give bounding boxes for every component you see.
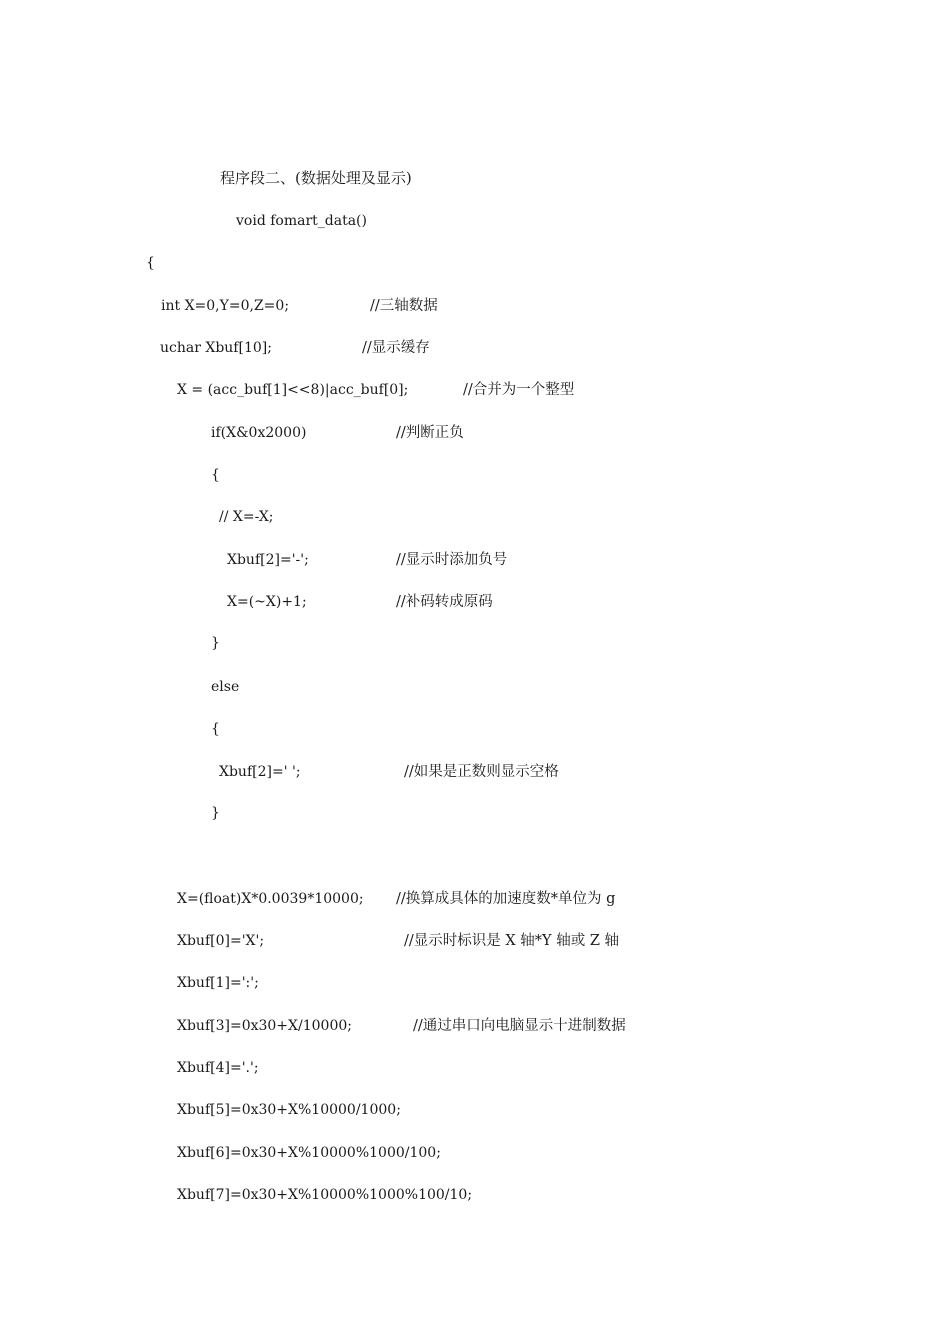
code-line-open-brace-if: { [211, 467, 220, 483]
code-comment-convert-g: //换算成具体的加速度数*单位为 g [396, 891, 616, 907]
code-comment-complement: //补码转成原码 [396, 594, 493, 610]
code-line-buf6: Xbuf[6]=0x30+X%10000%1000/100; [177, 1145, 441, 1161]
code-line-function-signature: void fomart_data() [236, 213, 367, 229]
code-line-declare-buffer: uchar Xbuf[10]; [160, 340, 272, 356]
code-line-buf1: Xbuf[1]=':'; [177, 975, 259, 991]
code-line-buf5: Xbuf[5]=0x30+X%10000/1000; [177, 1102, 401, 1118]
code-line-scale-value: X=(float)X*0.0039*10000; [177, 891, 364, 907]
section-heading: 程序段二、(数据处理及显示) [220, 169, 412, 187]
code-line-buf4: Xbuf[4]='.'; [177, 1060, 259, 1076]
code-line-declare-xyz: int X=0,Y=0,Z=0; [161, 298, 290, 314]
code-line-close-brace-else: } [211, 805, 220, 821]
code-comment-axis-data: //三轴数据 [370, 298, 438, 314]
code-comment-merge: //合并为一个整型 [463, 382, 575, 398]
code-line-set-space: Xbuf[2]=' '; [219, 764, 301, 780]
code-comment-add-minus: //显示时添加负号 [396, 552, 508, 568]
code-line-else: else [211, 679, 240, 695]
code-comment-display-buffer: //显示缓存 [362, 340, 430, 356]
code-line-buf3: Xbuf[3]=0x30+X/10000; [177, 1018, 352, 1034]
code-line-close-brace-if: } [211, 635, 220, 651]
code-comment-serial-decimal: //通过串口向电脑显示十进制数据 [413, 1018, 626, 1034]
code-line-if-sign: if(X&0x2000) [211, 425, 307, 441]
code-line-twos-complement: X=(~X)+1; [227, 594, 307, 610]
code-line-open-brace: { [146, 255, 155, 271]
code-comment-axis-label: //显示时标识是 X 轴*Y 轴或 Z 轴 [404, 933, 620, 949]
code-line-buf0: Xbuf[0]='X'; [177, 933, 265, 949]
code-line-merge-bytes: X = (acc_buf[1]<<8)|acc_buf[0]; [177, 382, 409, 398]
code-comment-positive-space: //如果是正数则显示空格 [404, 764, 559, 780]
code-comment-check-sign: //判断正负 [396, 425, 464, 441]
code-line-buf7: Xbuf[7]=0x30+X%10000%1000%100/10; [177, 1187, 473, 1203]
code-line-set-minus: Xbuf[2]='-'; [227, 552, 309, 568]
code-line-open-brace-else: { [211, 721, 220, 737]
code-line-commented-negate: // X=-X; [219, 509, 274, 525]
